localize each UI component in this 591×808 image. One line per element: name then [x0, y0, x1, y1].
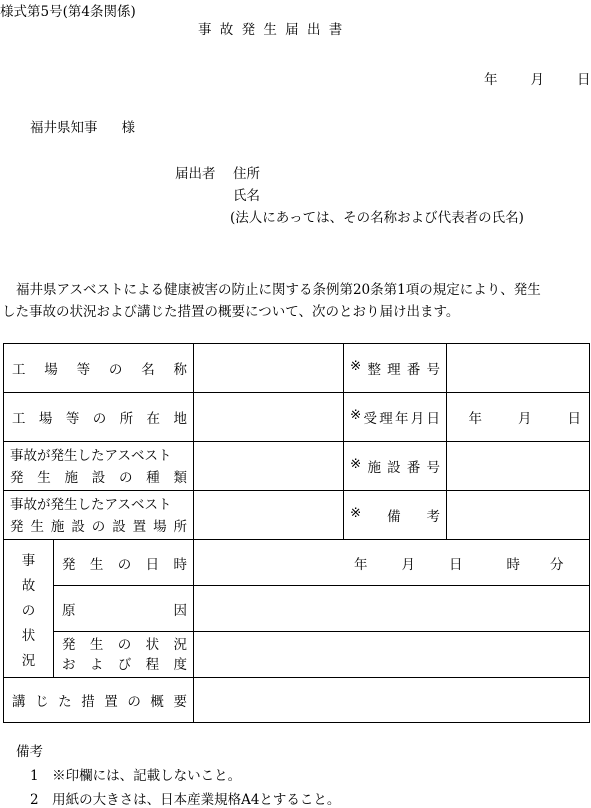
label-char: の	[117, 636, 132, 653]
label-char: 場	[153, 519, 167, 535]
label-char: 種	[146, 470, 160, 486]
measures-field[interactable]	[194, 678, 590, 723]
fl-text	[4, 407, 193, 427]
occ-month: 月	[401, 556, 415, 573]
remarks-cell-field[interactable]	[447, 491, 590, 540]
label-char: 日	[426, 411, 440, 427]
received-month: 月	[518, 411, 532, 427]
note-item-1: 1 ※印欄には、記載しないこと。	[30, 768, 242, 784]
vchar-2: の	[21, 602, 36, 619]
label-char: の	[91, 519, 106, 535]
occ-minute: 分	[550, 556, 564, 573]
factory-location-label	[4, 393, 194, 442]
cs-text	[54, 599, 193, 619]
label-char: 日	[145, 556, 160, 573]
label-char: 設	[112, 519, 126, 535]
label-char: 施	[367, 460, 381, 476]
cause-field[interactable]	[194, 586, 590, 632]
label-char: 整	[367, 362, 381, 378]
fnum-text	[344, 456, 446, 476]
label-char: の	[117, 556, 132, 573]
name-label: 氏名	[233, 188, 260, 204]
occurrence-datetime-field[interactable]	[194, 540, 590, 586]
label-char: 設	[387, 460, 401, 476]
label-char: 号	[426, 460, 440, 476]
facility-place-line1: 事故が発生したアスベスト	[10, 497, 172, 513]
note-item-2: 2 用紙の大きさは、日本産業規格A4とすること。	[30, 792, 341, 808]
label-char: 発	[10, 470, 24, 486]
received-date-label	[344, 393, 447, 442]
occ-hour: 時	[506, 556, 520, 573]
vchar-1: 故	[21, 577, 36, 594]
report-form-table	[3, 343, 590, 723]
label-char: 発	[62, 556, 76, 573]
label-char: 生	[37, 470, 51, 486]
label-char: 称	[173, 362, 187, 378]
month-label: 月	[530, 72, 544, 88]
corporate-note: (法人にあっては、その名称および代表者の氏名)	[230, 210, 524, 226]
label-char: 施	[50, 519, 65, 535]
label-char: 要	[173, 694, 187, 710]
label-char: 度	[173, 656, 187, 673]
fn-text	[4, 358, 193, 378]
rn-text	[344, 358, 446, 378]
label-char: 因	[173, 602, 187, 619]
vchar-0: 事	[21, 552, 36, 569]
label-char: 措	[81, 694, 95, 710]
label-char: 備	[387, 509, 401, 525]
label-char: 生	[89, 636, 104, 653]
date-line	[484, 68, 591, 88]
notes-heading: 備考	[16, 744, 43, 760]
label-char: の	[119, 470, 133, 486]
label-char: 発	[62, 636, 76, 653]
occurrence-datetime-label	[54, 540, 194, 586]
label-char: 設	[71, 519, 85, 535]
label-char: 状	[145, 636, 160, 653]
facility-type-field[interactable]	[194, 442, 344, 491]
label-char: 原	[62, 602, 76, 619]
addressee-name: 福井県知事	[30, 120, 98, 136]
occ-year: 年	[354, 556, 368, 573]
day-label: 日	[577, 72, 591, 88]
label-char: 工	[12, 362, 26, 378]
factory-name-field[interactable]	[194, 344, 344, 393]
label-char: 番	[406, 362, 421, 378]
label-char: 等	[76, 362, 91, 378]
facility-place-field[interactable]	[194, 491, 344, 540]
label-char: の	[127, 694, 141, 710]
label-char: 設	[91, 470, 106, 486]
body-line-1: 福井県アスベストによる健康被害の防止に関する条例第20条第1項の規定により、発生	[16, 282, 541, 298]
addressee-honorific: 様	[121, 120, 135, 136]
label-char: び	[117, 656, 132, 673]
label-char: 生	[89, 556, 104, 573]
facility-place-label	[4, 491, 194, 540]
body-line-2: した事故の状況および講じた措置の概要について、次のとおり届け出ます。	[2, 304, 460, 320]
label-char: よ	[89, 656, 104, 673]
ms-text	[4, 690, 193, 710]
label-char: 名	[141, 362, 155, 378]
label-char: 等	[65, 411, 80, 427]
label-char: 理	[379, 411, 393, 427]
label-char: 受	[363, 411, 378, 427]
label-char: 所	[173, 519, 187, 535]
factory-name-label	[4, 344, 194, 393]
received-day: 日	[567, 411, 581, 427]
remarks-cell-label	[344, 491, 447, 540]
label-char: 地	[173, 411, 187, 427]
label-char: 場	[38, 411, 53, 427]
label-char: 概	[150, 694, 164, 710]
label-char: 理	[387, 362, 401, 378]
label-char: ※	[350, 505, 362, 521]
occ-day: 日	[449, 556, 463, 573]
label-char: ※	[350, 358, 362, 374]
form-number: 様式第5号(第4条関係)	[0, 4, 136, 20]
label-char: 施	[64, 470, 78, 486]
label-char: 場	[44, 362, 58, 378]
addressee	[30, 116, 135, 136]
label-char: 況	[173, 636, 187, 653]
facility-number-label	[344, 442, 447, 491]
label-char: 番	[406, 460, 421, 476]
label-char: 工	[12, 411, 26, 427]
label-char: ※	[350, 456, 362, 472]
notifier-label: 届出者	[175, 166, 216, 182]
rd-text	[344, 407, 446, 427]
facility-type-label	[4, 442, 194, 491]
label-char: じ	[35, 694, 49, 710]
od-text	[54, 553, 193, 573]
label-char: 号	[426, 362, 440, 378]
label-char: た	[58, 694, 72, 710]
label-char: 所	[119, 411, 134, 427]
received-year: 年	[468, 411, 482, 427]
vchar-4: 況	[21, 652, 36, 669]
label-char: 月	[410, 411, 425, 427]
rmk-text	[344, 505, 446, 525]
situation-vertical-label	[4, 540, 54, 678]
ref-number-label	[344, 344, 447, 393]
document-title: 事 故 発 生 届 出 書	[198, 22, 345, 38]
label-char: お	[62, 656, 76, 673]
facility-type-line1: 事故が発生したアスベスト	[10, 448, 172, 464]
factory-location-field[interactable]	[194, 393, 344, 442]
label-char: 時	[173, 556, 187, 573]
label-char: 生	[30, 519, 44, 535]
vchar-3: 状	[21, 627, 36, 644]
st1-text	[54, 635, 193, 655]
label-char: 置	[104, 694, 118, 710]
ft2-text	[4, 466, 193, 486]
label-char: 発	[10, 519, 24, 535]
label-char: の	[92, 411, 107, 427]
year-label: 年	[484, 72, 498, 88]
label-char: 置	[132, 519, 147, 535]
situation-field[interactable]	[194, 632, 590, 678]
facility-number-field[interactable]	[447, 442, 590, 491]
cause-label	[54, 586, 194, 632]
label-char: 年	[395, 411, 409, 427]
situation-label	[54, 632, 194, 678]
measures-label	[4, 678, 194, 723]
label-char: 類	[173, 470, 187, 486]
received-date-field[interactable]	[447, 393, 590, 442]
label-char: ※	[350, 407, 362, 423]
label-char: の	[108, 362, 123, 378]
fp2-text	[4, 515, 193, 535]
st2-text	[54, 655, 193, 675]
address-label: 住所	[233, 166, 260, 182]
label-char: 程	[145, 656, 160, 673]
label-char: 考	[426, 509, 440, 525]
label-char: 在	[146, 411, 161, 427]
label-char: 講	[12, 694, 26, 710]
ref-number-field[interactable]	[447, 344, 590, 393]
